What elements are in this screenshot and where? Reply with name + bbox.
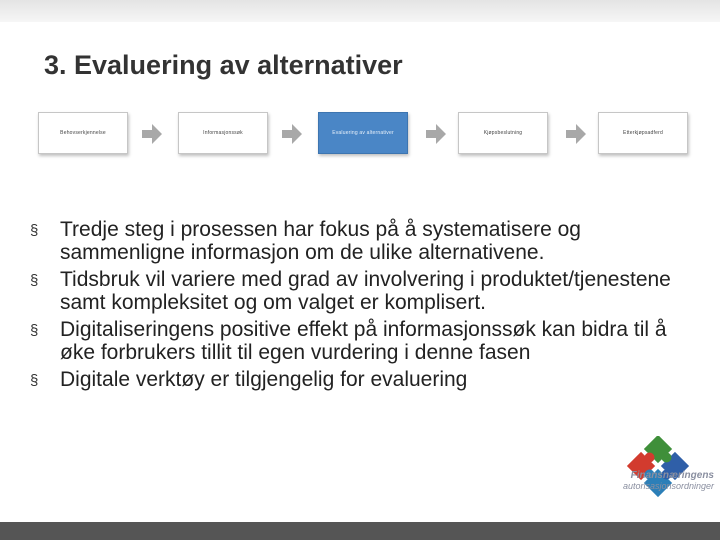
process-step-label: Informasjonssøk — [203, 130, 243, 136]
bullet-square-icon: § — [30, 322, 39, 339]
bullet-square-icon: § — [30, 272, 39, 289]
logo-line-1: Finansnæringens — [630, 470, 714, 481]
bullet-item: § Tredje steg i prosessen har fokus på å systematisere og sammenligne informasjon om de ulike alternativene. — [30, 218, 581, 264]
bullet-item: § Digitaliseringens positive effekt på informasjonssøk kan bidra til å øke forbrukers tillit til egen vurdering i denne fasen — [30, 318, 667, 364]
arrow-right-icon — [426, 124, 446, 144]
arrow-right-icon — [566, 124, 586, 144]
arrow-right-icon — [282, 124, 302, 144]
bullet-item: § Digitale verktøy er tilgjengelig for evaluering — [30, 368, 468, 391]
slide-title: 3. Evaluering av alternativer — [44, 50, 403, 80]
logo-text — [594, 470, 714, 491]
bullet-square-icon: § — [30, 222, 39, 239]
process-flow — [38, 112, 688, 160]
process-step-label: Evaluering av alternativer — [332, 130, 394, 136]
logo-line-2: autorisasjonsordninger — [622, 481, 714, 491]
process-step-label: Behovserkjennelse — [60, 130, 106, 136]
process-step-label: Kjøpsbeslutning — [483, 130, 523, 136]
bullet-square-icon: § — [30, 372, 39, 389]
process-step-4[interactable] — [458, 112, 548, 154]
process-step-1[interactable] — [38, 112, 128, 154]
process-step-5[interactable] — [598, 112, 688, 154]
top-band — [0, 0, 720, 22]
process-step-3-active[interactable] — [318, 112, 408, 154]
bullet-item: § Tidsbruk vil variere med grad av involvering i produktet/tjenestene samt kompleksitet og om valget er komplisert. — [30, 268, 671, 314]
process-step-label: Etterkjøpsadferd — [623, 130, 663, 136]
arrow-right-icon — [142, 124, 162, 144]
bullet-list — [30, 218, 690, 395]
process-step-2[interactable] — [178, 112, 268, 154]
bottom-band — [0, 522, 720, 540]
